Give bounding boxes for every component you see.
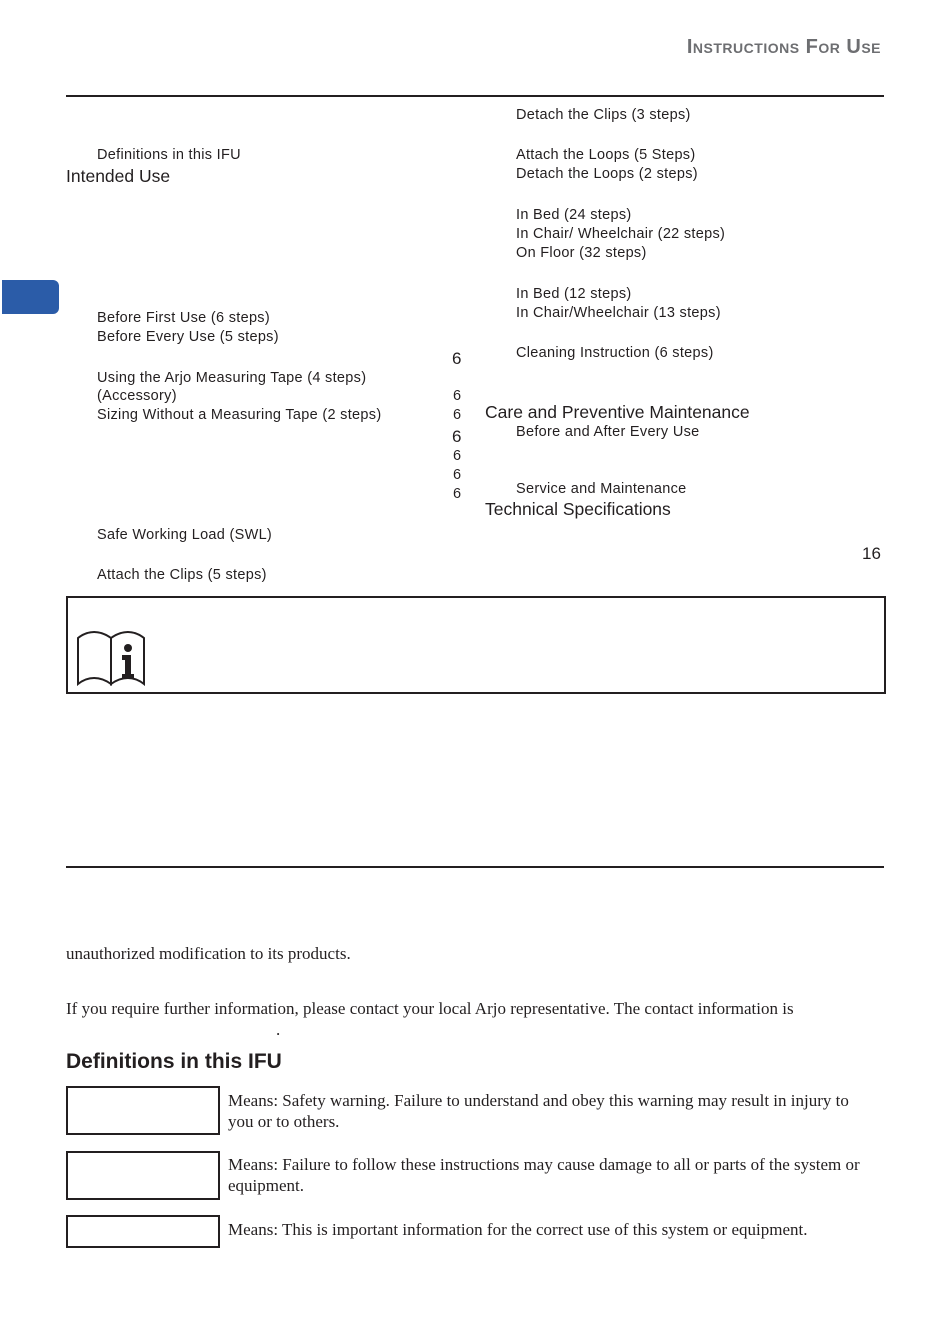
page-header-title: Instructions For Use (686, 36, 881, 58)
caution-label-box (66, 1151, 220, 1200)
page-number: 6 (452, 427, 462, 446)
definition-text: Means: Failure to follow these instructions may cause damage to all or parts of the system or equipment. (228, 1155, 860, 1195)
definition-text: Means: Safety warning. Failure to understand and obey this warning may result in injury to you or to others. (228, 1091, 849, 1131)
toc-item-before-first-use[interactable]: Before First Use (6 steps) (97, 310, 270, 326)
section-divider (66, 866, 884, 868)
toc-item-detach-clips[interactable]: Detach the Clips (3 steps) (516, 107, 691, 123)
page-number: 6 (453, 486, 462, 502)
top-divider (66, 95, 884, 97)
toc-item-before-every-use[interactable]: Before Every Use (5 steps) (97, 329, 279, 345)
page-number: 6 (452, 349, 462, 368)
language-tab (2, 280, 59, 314)
body-text-line: . (276, 1020, 281, 1039)
toc-item-on-floor-32[interactable]: On Floor (32 steps) (516, 245, 647, 261)
toc-item-in-chair-13[interactable]: In Chair/Wheelchair (13 steps) (516, 305, 721, 321)
note-label-box (66, 1215, 220, 1248)
notice-box (66, 596, 886, 694)
page-number: 6 (453, 467, 462, 483)
toc-item-measuring-tape[interactable]: Using the Arjo Measuring Tape (4 steps) (97, 370, 367, 386)
book-info-icon (76, 628, 146, 686)
definition-text: Means: This is important information for the correct use of this system or equipment. (228, 1220, 808, 1239)
toc-item-in-bed-12[interactable]: In Bed (12 steps) (516, 286, 632, 302)
page-number: 6 (453, 407, 462, 423)
page-number: 6 (453, 448, 462, 464)
page-number: 6 (453, 388, 462, 404)
toc-item-attach-loops[interactable]: Attach the Loops (5 Steps) (516, 147, 696, 163)
toc-item-technical-specs[interactable]: Technical Specifications (485, 499, 671, 519)
toc-item-intended-use[interactable]: Intended Use (66, 166, 171, 186)
body-text-line: If you require further information, please contact your local Arjo representative. The contact information is (66, 999, 794, 1018)
toc-item-accessory: (Accessory) (97, 388, 177, 404)
toc-item-care-maintenance[interactable]: Care and Preventive Maintenance (485, 402, 750, 422)
toc-item-service[interactable]: Service and Maintenance (516, 481, 687, 497)
toc-item-attach-clips[interactable]: Attach the Clips (5 steps) (97, 567, 267, 583)
toc-item-sizing-without-tape[interactable]: Sizing Without a Measuring Tape (2 steps) (97, 407, 382, 423)
body-text-line: unauthorized modification to its products. (66, 944, 351, 963)
toc-item-definitions[interactable]: Definitions in this IFU (97, 147, 241, 163)
toc-item-in-chair-22[interactable]: In Chair/ Wheelchair (22 steps) (516, 226, 726, 242)
definitions-heading: Definitions in this IFU (66, 1050, 282, 1073)
toc-item-in-bed-24[interactable]: In Bed (24 steps) (516, 207, 632, 223)
toc-item-before-after-use[interactable]: Before and After Every Use (516, 424, 700, 440)
warning-label-box (66, 1086, 220, 1135)
toc-item-swl[interactable]: Safe Working Load (SWL) (97, 527, 273, 543)
page-number: 16 (862, 544, 881, 563)
toc-item-detach-loops[interactable]: Detach the Loops (2 steps) (516, 166, 698, 182)
toc-item-cleaning[interactable]: Cleaning Instruction (6 steps) (516, 345, 714, 361)
